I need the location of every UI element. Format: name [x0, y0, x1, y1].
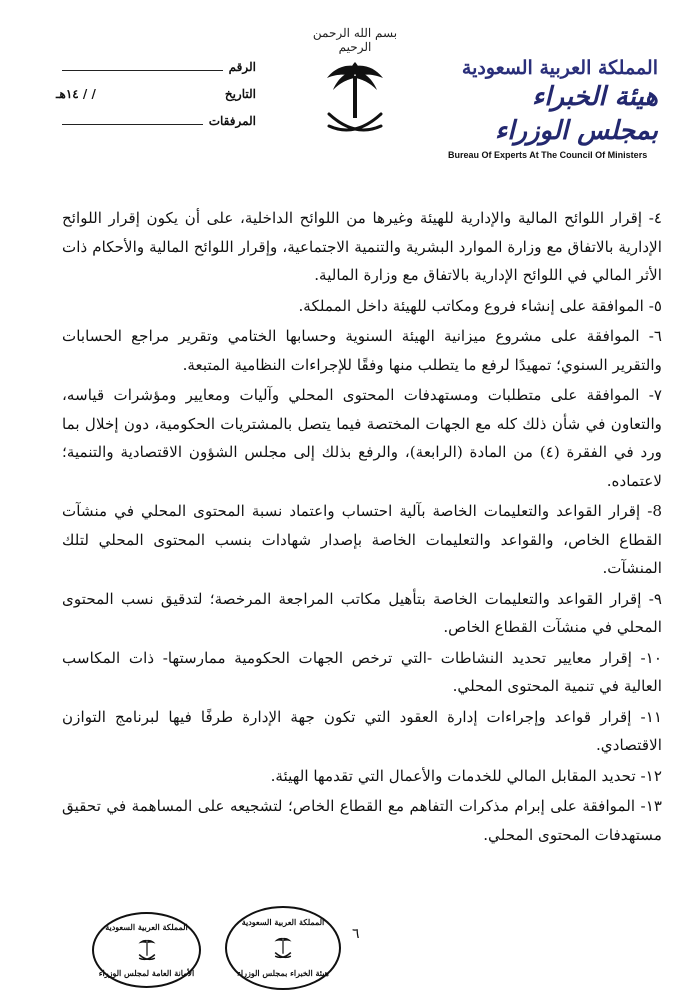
stamp-seal-secretariat [92, 912, 201, 988]
date-row [56, 87, 256, 114]
bureau-title-ar: هيئة الخبراء بمجلس الوزراء [495, 82, 658, 146]
kingdom-title: المملكة العربية السعودية [461, 57, 658, 79]
list-item [62, 792, 662, 849]
list-item [62, 381, 662, 495]
attachments-line [62, 123, 203, 125]
item-text: الموافقة على إنشاء فروع ومكاتب للهيئة داخل المملكة. [298, 296, 644, 315]
list-item [62, 322, 662, 379]
item-number: ٦- [648, 327, 662, 345]
list-item [62, 585, 662, 642]
basmala: بسم الله الرحمن الرحيم [312, 26, 398, 54]
item-text: إقرار القواعد والتعليمات الخاصة بتأهيل مكاتب المراجعة المرخصة؛ لتدقيق نسب المحتوى المحلي في منشآت القطاع الخاص. [62, 589, 662, 636]
list-item [62, 497, 662, 583]
item-text: إقرار قواعد وإجراءات إدارة العقود التي تكون جهة الإدارة طرفًا فيها لبرنامج التوازن الاقتصادي. [62, 707, 662, 754]
palm-swords-icon [272, 935, 294, 961]
item-number: ١٢- [640, 766, 662, 785]
list-item [62, 644, 662, 701]
document-body [62, 204, 662, 851]
item-number: 8- [647, 502, 663, 520]
item-text: إقرار معايير تحديد النشاطات -التي ترخص الجهات الحكومية ممارستها- ذات المكاسب العالية في تنمية المحتوى المحلي. [62, 648, 662, 695]
number-row [56, 60, 256, 87]
national-emblem [300, 26, 410, 146]
seal-bottom-text: هيئة الخبراء بمجلس الوزراء [237, 968, 329, 978]
list-item [62, 292, 662, 321]
number-line [62, 69, 223, 71]
item-number: ٥- [648, 296, 662, 315]
item-number: ١١- [640, 707, 663, 726]
item-text: تحديد المقابل المالي للخدمات والأعمال التي تقدمها الهيئة. [270, 766, 636, 785]
list-item [62, 703, 662, 760]
seal-bottom-text: الأمانة العامة لمجلس الوزراء [98, 968, 195, 978]
item-number: ١٠- [640, 648, 662, 667]
list-item [62, 204, 662, 290]
item-number: ٧- [648, 386, 662, 404]
item-text: الموافقة على إبرام مذكرات التفاهم مع القطاع الخاص؛ لتشجيعه على المساهمة في تحقيق مستهدفات المحتوى المحلي. [62, 797, 662, 844]
item-number: ٤- [648, 209, 662, 227]
seal-top-text: المملكة العربية السعودية [241, 917, 325, 927]
number-label: الرقم [228, 60, 256, 74]
item-number: ١٣- [640, 797, 663, 815]
item-number: ٩- [648, 589, 662, 608]
document-meta [56, 60, 256, 141]
bureau-branding [448, 56, 658, 160]
palm-swords-icon [323, 56, 387, 142]
page-number: ٦ [352, 926, 360, 942]
item-text: الموافقة على مشروع ميزانية الهيئة السنوية وحسابها الختامي وتقرير مراجع الحسابات والتقرير السنوي؛ تمهيدًا لرفع ما يتطلب منها وفقًا للإجراءات النظامية المتبعة. [62, 327, 662, 374]
date-label: التاريخ [224, 87, 256, 101]
list-item [62, 762, 662, 791]
item-text: إقرار القواعد والتعليمات الخاصة بآلية احتساب واعتماد نسبة المحتوى المحلي في منشآت القطاع الخاص، والقواعد والتعليمات الخاصة بإصدار شهادات بنسب المحتوى المحلي لتلك المنشآت. [62, 502, 662, 577]
item-text: الموافقة على متطلبات ومستهدفات المحتوى المحلي وآليات ومعايير ومؤشرات قياسه، والتعاون في شأن ذلك كله مع الجهات المختصة فيما يتصل بالمشتريات الحكومية، دون إخلال بما ورد في الفقرة (٤) من المادة (الرابعة)، والرفع بذلك إلى مجلس الشؤون الاقتصادية والتنمية؛ لاعتماده. [62, 386, 662, 490]
bureau-title-en: Bureau Of Experts At The Council Of Ministers [448, 150, 648, 160]
palm-swords-icon [136, 937, 158, 963]
seal-top-text: المملكة العربية السعودية [105, 922, 188, 932]
date-value: / / ١٤هـ [56, 87, 96, 101]
attachments-label: المرفقات [208, 114, 256, 128]
item-text: إقرار اللوائح المالية والإدارية للهيئة وغيرها من اللوائح الداخلية، على أن يكون إقرار اللوائح الإدارية بالاتفاق مع وزارة الموارد البشرية والتنمية الاجتماعية، وإقرار اللوائح المالية والأحكام ذات الأثر المالي في اللوائح الإدارية بالاتفاق مع وزارة المالية. [62, 209, 662, 284]
stamp-seal-bureau [225, 906, 341, 990]
attachments-row [56, 114, 256, 141]
